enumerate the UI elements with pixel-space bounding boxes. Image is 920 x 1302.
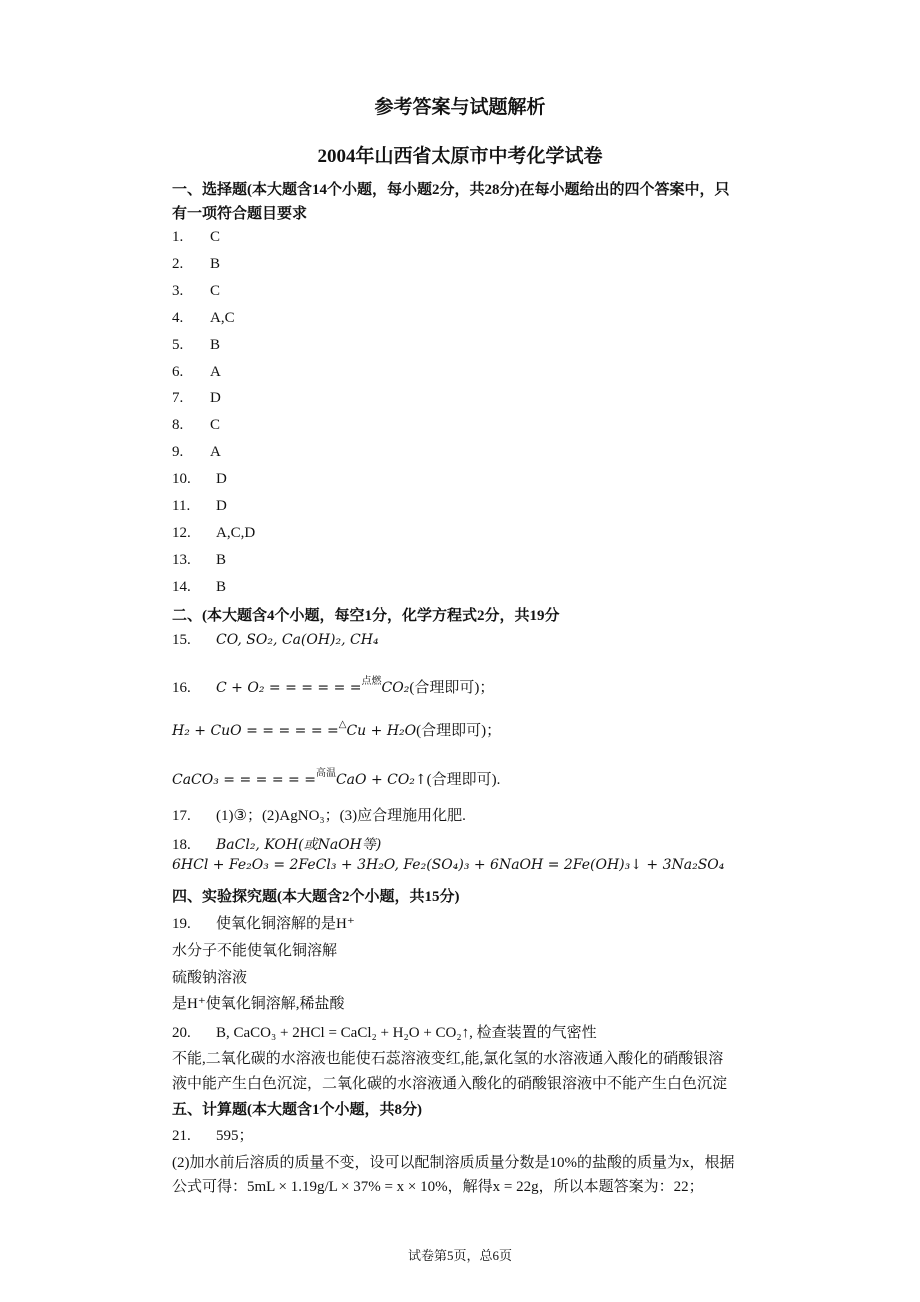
answer-value: D xyxy=(216,471,227,487)
section4-heading: 四、实验探究题(本大题含2个小题，共15分) xyxy=(172,889,460,905)
answer-number: 12. xyxy=(172,525,191,541)
q20-row xyxy=(172,1021,597,1042)
answer-number: 6. xyxy=(172,364,184,380)
answer-value: B xyxy=(210,256,221,272)
answer-number: 5. xyxy=(172,337,184,353)
section1-heading-cont: 有一项符合题目要求 xyxy=(172,206,308,222)
answer-number: 2. xyxy=(172,256,184,272)
answer-value: A xyxy=(210,364,221,380)
q17-answer: (1)③；(2)AgNO₃；(3)应合理施用化肥. xyxy=(216,808,466,824)
answer-number: 10. xyxy=(172,471,191,487)
page-title: 参考答案与试题解析 xyxy=(374,97,546,118)
answer-value: C xyxy=(210,417,221,433)
page-footer: 试卷第5页，总6页 xyxy=(407,1248,512,1263)
answer-row xyxy=(172,229,220,246)
q19-line3: 硫酸钠溶液 xyxy=(172,970,248,986)
answer-number: 7. xyxy=(172,390,184,406)
q15-num: 15. xyxy=(172,632,191,648)
q20-num: 20. xyxy=(172,1025,191,1041)
answer-row xyxy=(172,310,235,327)
answer-number: 13. xyxy=(172,552,191,568)
q16-eq1: C + O₂ = = = = = = xyxy=(216,680,362,696)
q16-eq3-row xyxy=(172,764,500,789)
q16-eq2-condition: △ xyxy=(338,719,347,730)
q21-line2: (2)加水前后溶质的质量不变，设可以配制溶质质量分数是10%的盐酸的质量为x，根据 xyxy=(172,1155,735,1171)
answer-number: 1. xyxy=(172,229,184,245)
q17-row xyxy=(172,804,466,825)
q20-line1: B, CaCO₃ + 2HCl = CaCl₂ + H₂O + CO₂↑, 检查装置的气密性 xyxy=(216,1025,597,1041)
answer-value: C xyxy=(210,229,221,245)
answer-value: A xyxy=(210,444,221,460)
q16-eq1-condition: 点燃 xyxy=(361,676,382,687)
section5-heading: 五、计算题(本大题含1个小题，共8分) xyxy=(172,1102,422,1118)
answer-value: D xyxy=(216,498,227,514)
answer-value: B xyxy=(210,337,221,353)
q16-eq1-product: CO₂ xyxy=(381,680,410,696)
q16-eq2-note: (合理即可)； xyxy=(416,723,502,739)
q16-eq1-row xyxy=(172,672,494,697)
q16-eq3-product: CaO + CO₂↑ xyxy=(335,772,427,788)
q16-num: 16. xyxy=(172,680,191,696)
answer-row xyxy=(172,471,227,488)
answer-row xyxy=(172,337,220,354)
q16-eq2-row xyxy=(172,719,501,740)
answer-value: B xyxy=(216,552,227,568)
answer-row xyxy=(172,444,221,461)
q21-line3: 公式可得：5mL × 1.19g/L × 37% = x × 10%，解得x = 22g，所以本题答案为：22； xyxy=(172,1179,704,1195)
q21-row xyxy=(172,1124,254,1145)
q16-eq1-note: (合理即可)； xyxy=(409,680,495,696)
q16-eq3-note: (合理即可). xyxy=(426,772,501,788)
q21-num: 21. xyxy=(172,1128,191,1144)
answer-value: C xyxy=(210,283,221,299)
q19-line1: 使氧化铜溶解的是H⁺ xyxy=(216,916,355,932)
answer-row xyxy=(172,579,226,596)
answer-number: 8. xyxy=(172,417,184,433)
q18-row xyxy=(172,834,381,854)
q18-num: 18. xyxy=(172,837,191,853)
answer-number: 4. xyxy=(172,310,184,326)
q16-eq3: CaCO₃ = = = = = = xyxy=(172,772,316,788)
q16-eq2-product: Cu + H₂O xyxy=(346,723,417,739)
answer-row xyxy=(172,283,220,300)
section1-heading: 一、选择题(本大题含14个小题，每小题2分，共28分)在每小题给出的四个答案中，只 xyxy=(172,182,730,198)
answer-row xyxy=(172,525,255,542)
q16-eq2: H₂ + CuO = = = = = = xyxy=(172,723,339,739)
q15-answer: CO, SO₂, Ca(OH)₂, CH₄ xyxy=(216,632,379,648)
answer-value: D xyxy=(210,390,221,406)
section2-heading: 二、(本大题含4个小题，每空1分，化学方程式2分，共19分 xyxy=(172,608,560,624)
q20-line2: 不能,二氧化碳的水溶液也能使石蕊溶液变红,能,氯化氢的水溶液通入酸化的硝酸银溶 xyxy=(172,1051,724,1067)
q19-line4: 是H⁺使氧化铜溶解,稀盐酸 xyxy=(172,996,345,1012)
answer-row xyxy=(172,498,227,515)
answer-value: A,C,D xyxy=(216,525,256,541)
answer-row xyxy=(172,364,221,381)
answer-row xyxy=(172,417,220,434)
q15-row xyxy=(172,632,379,649)
answer-number: 14. xyxy=(172,579,191,595)
q19-row xyxy=(172,912,355,933)
answer-row xyxy=(172,390,221,407)
answer-number: 11. xyxy=(172,498,191,514)
answer-value: A,C xyxy=(210,310,235,326)
q18-answer: BaCl₂, KOH(或NaOH等) xyxy=(216,837,382,853)
answer-number: 3. xyxy=(172,283,184,299)
exam-subtitle: 2004年山西省太原市中考化学试卷 xyxy=(317,146,603,167)
answer-value: B xyxy=(216,579,227,595)
answer-row xyxy=(172,552,226,569)
q20-line3: 液中能产生白色沉淀，二氧化碳的水溶液通入酸化的硝酸银溶液中不能产生白色沉淀 xyxy=(172,1076,728,1092)
q18-equation: 6HCl + Fe₂O₃ = 2FeCl₃ + 3H₂O, Fe₂(SO₄)₃ + 6NaOH = 2Fe(OH)₃↓ + 3Na₂SO₄ xyxy=(172,857,725,873)
q17-num: 17. xyxy=(172,808,191,824)
q19-line2: 水分子不能使氧化铜溶解 xyxy=(172,943,338,959)
answer-row xyxy=(172,256,220,273)
answer-number: 9. xyxy=(172,444,184,460)
q16-eq3-condition: 高温 xyxy=(315,768,336,779)
q21-line1: 595； xyxy=(216,1128,254,1144)
q19-num: 19. xyxy=(172,916,191,932)
